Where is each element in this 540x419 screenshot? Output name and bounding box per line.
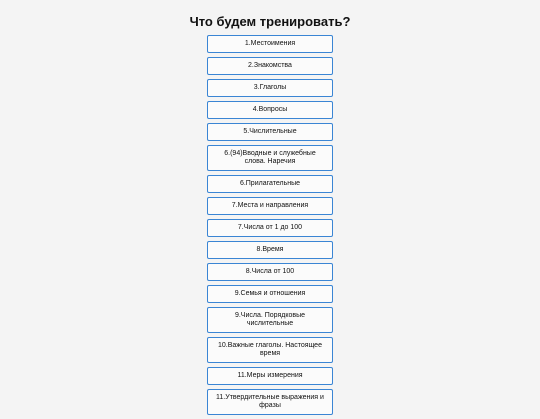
topic-button-verbs[interactable]: 3.Глаголы bbox=[207, 79, 333, 97]
topic-button-pronouns[interactable]: 1.Местоимения bbox=[207, 35, 333, 53]
topic-button-family-relationships[interactable]: 9.Семья и отношения bbox=[207, 285, 333, 303]
topic-button-important-verbs-present[interactable]: 10.Важные глаголы. Настоящее время bbox=[207, 337, 333, 363]
topic-button-numbers-1-100[interactable]: 7.Числа от 1 до 100 bbox=[207, 219, 333, 237]
topic-list bbox=[207, 35, 333, 419]
topic-button-measures[interactable]: 11.Меры измерения bbox=[207, 367, 333, 385]
page-title: Что будем тренировать? bbox=[189, 14, 351, 29]
topic-button-places-directions[interactable]: 7.Места и направления bbox=[207, 197, 333, 215]
topic-button-numerals[interactable]: 5.Числительные bbox=[207, 123, 333, 141]
topic-button-affirmative-phrases[interactable]: 11.Утвердительные выражения и фразы bbox=[207, 389, 333, 415]
topic-button-numbers-from-100[interactable]: 8.Числа от 100 bbox=[207, 263, 333, 281]
topic-button-introductions[interactable]: 2.Знакомства bbox=[207, 57, 333, 75]
topic-button-adjectives[interactable]: 6.Прилагательные bbox=[207, 175, 333, 193]
topic-button-function-words-adverbs[interactable]: 6.(94)Вводные и служебные слова. Наречия bbox=[207, 145, 333, 171]
topic-button-time[interactable]: 8.Время bbox=[207, 241, 333, 259]
topic-button-ordinal-numbers[interactable]: 9.Числа. Порядковые числительные bbox=[207, 307, 333, 333]
topic-button-questions[interactable]: 4.Вопросы bbox=[207, 101, 333, 119]
